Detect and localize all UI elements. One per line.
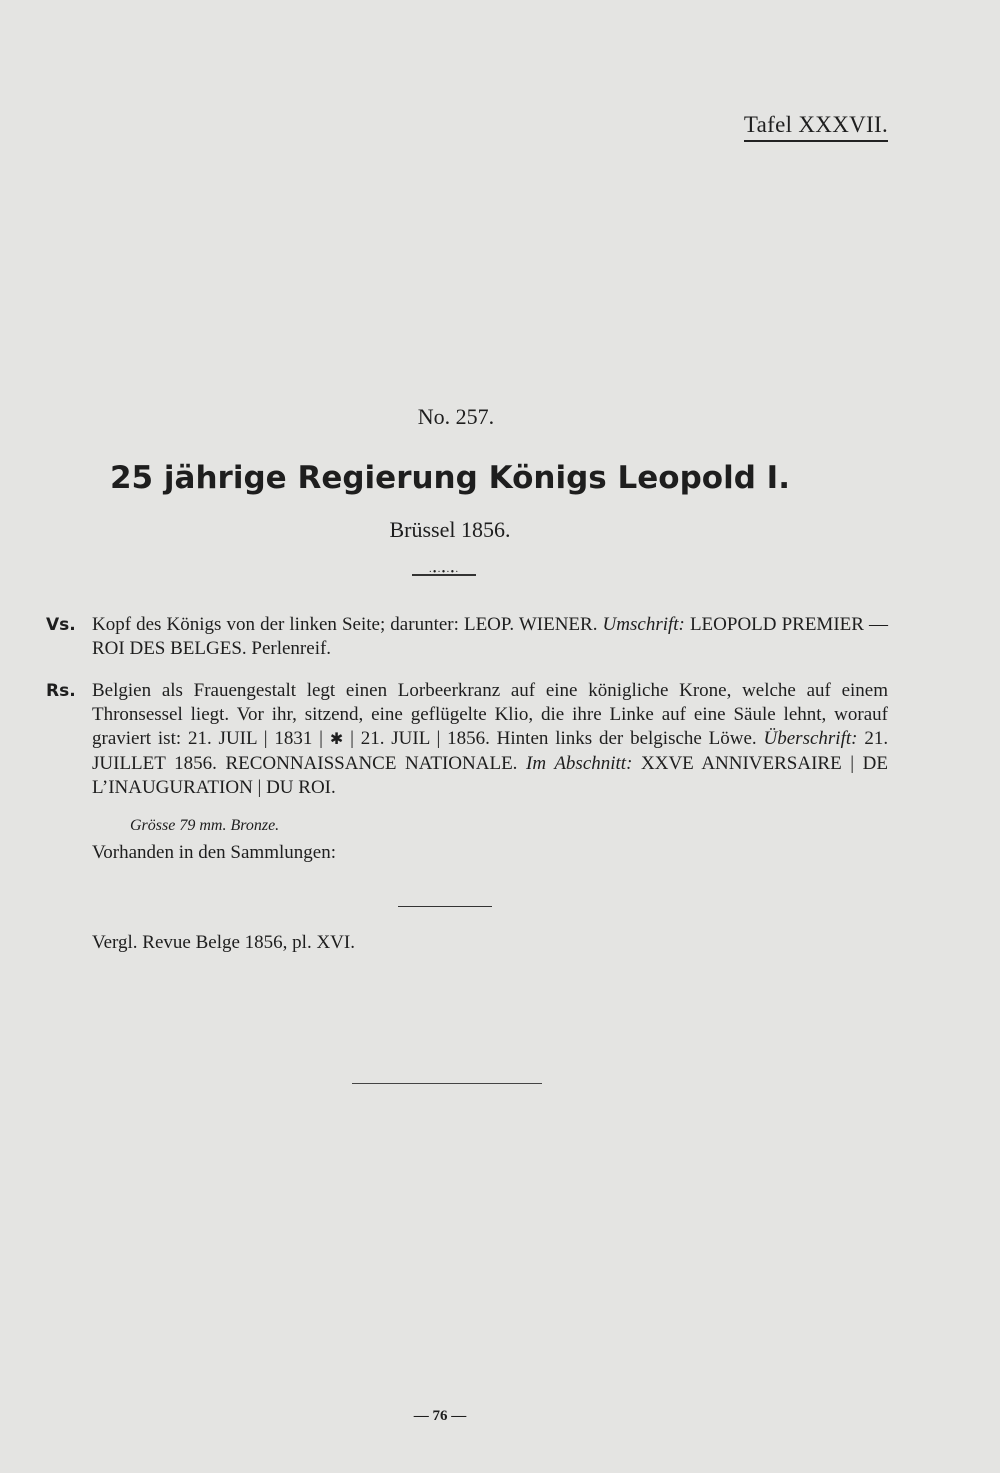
reverse-label: Rs.: [46, 681, 76, 701]
obverse-text-1: Kopf des Königs von der linken Seite; darunter: LEOP. WIENER.: [92, 614, 598, 635]
reverse-text-3: 21. JUILLET 1856. RECONNAISSANCE NATIONALE.: [92, 728, 889, 774]
obverse-label: Vs.: [46, 615, 76, 635]
collections-heading: Vorhanden in den Sammlungen:: [92, 842, 336, 863]
reverse-exergue-label: Im Abschnitt:: [526, 753, 633, 774]
reverse-description: [46, 679, 889, 800]
ornament-divider: [412, 567, 476, 578]
reverse-text-4: XXVE ANNIVERSAIRE | DE L’INAUGURATION | DU ROI.: [92, 753, 889, 798]
page-number: — 76 —: [413, 1408, 467, 1424]
place-date: Brüssel 1856.: [389, 517, 511, 542]
reverse-inscription-label: Überschrift:: [763, 728, 858, 749]
obverse-description: [46, 613, 888, 661]
medal-number: No. 257.: [417, 404, 495, 429]
size-material: Grösse 79 mm. Bronze.: [130, 817, 280, 834]
divider-rule-long: [352, 1083, 542, 1084]
plate-number: Tafel XXXVII.: [744, 112, 888, 142]
reverse-text-2: | 21. JUIL | 1856. Hinten links der belgische Löwe.: [350, 728, 757, 749]
ornament-dots: ·•·•·•·: [428, 567, 460, 578]
star-icon: ✱: [329, 731, 344, 748]
reference-note: Vergl. Revue Belge 1856, pl. XVI.: [92, 932, 355, 953]
medal-title: 25 jährige Regierung Königs Leopold I.: [109, 460, 790, 496]
obverse-text-2: LEOPOLD PREMIER — ROI DES BELGES. Perlenreif.: [92, 614, 888, 659]
obverse-legend-label: Umschrift:: [602, 614, 685, 635]
reverse-text-1: Belgien als Frauengestalt legt einen Lorbeerkranz auf eine königliche Krone, welche auf einem Thronsessel liegt. Vor ihr, sitzend, eine geflügelte Klio, die ihre Linke auf eine Säule lehnt, worauf graviert ist: 21. JUIL | 1831 |: [92, 680, 888, 749]
divider-rule: [398, 906, 492, 907]
